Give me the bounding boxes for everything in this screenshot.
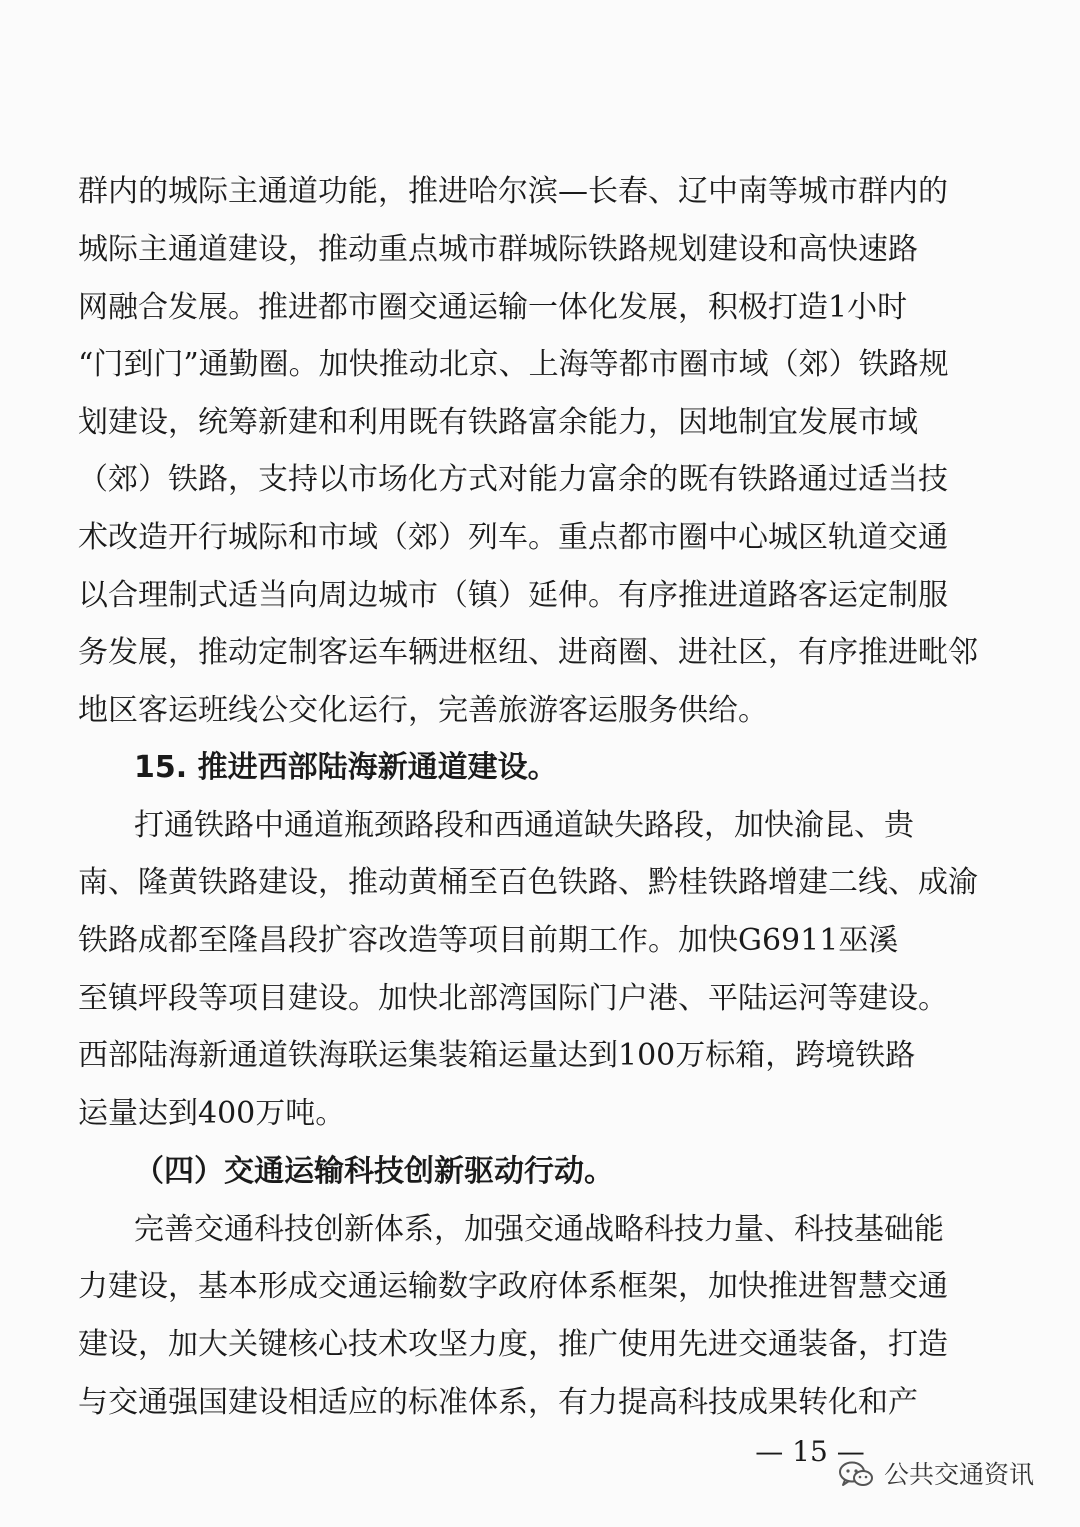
watermark-text: 公共交通资讯 (884, 1460, 1035, 1489)
section-heading-15: 15. 推进西部陆海新通道建设。 (134, 750, 558, 785)
body-line-10: 地区客运班线公交化运行，完善旅游客运服务供给。 (78, 693, 768, 728)
body-line-16: 运量达到400万吨。 (78, 1096, 346, 1131)
section-heading-4: （四）交通运输科技创新驱动行动。 (134, 1154, 614, 1189)
body-line-3: 网融合发展。推进都市圈交通运输一体化发展，积极打造1小时 (78, 290, 908, 325)
body-line-12: 南、隆黄铁路建设，推动黄桶至百色铁路、黔桂铁路增建二线、成渝 (78, 865, 978, 900)
wechat-watermark (838, 1455, 1058, 1495)
wechat-icon (838, 1460, 874, 1490)
body-line-18: 力建设，基本形成交通运输数字政府体系框架，加快推进智慧交通 (78, 1269, 948, 1304)
body-line-11: 打通铁路中通道瓶颈路段和西通道缺失路段，加快渝昆、贵 (134, 808, 914, 843)
body-line-17: 完善交通科技创新体系，加强交通战略科技力量、科技基础能 (134, 1212, 944, 1247)
body-line-19: 建设，加大关键核心技术攻坚力度，推广使用先进交通装备，打造 (78, 1327, 948, 1362)
body-line-2: 城际主通道建设，推动重点城市群城际铁路规划建设和高快速路 (78, 232, 918, 267)
body-line-6: （郊）铁路，支持以市场化方式对能力富余的既有铁路通过适当技 (78, 462, 948, 497)
body-line-20: 与交通强国建设相适应的标准体系，有力提高科技成果转化和产 (78, 1385, 918, 1420)
body-line-14: 至镇坪段等项目建设。加快北部湾国际门户港、平陆运河等建设。 (78, 981, 948, 1016)
body-line-9: 务发展，推动定制客运车辆进枢纽、进商圈、进社区，有序推进毗邻 (78, 635, 978, 670)
body-line-5: 划建设，统筹新建和利用既有铁路富余能力，因地制宜发展市域 (78, 405, 918, 440)
body-line-15: 西部陆海新通道铁海联运集装箱运量达到100万标箱，跨境铁路 (78, 1038, 916, 1073)
body-line-13: 铁路成都至隆昌段扩容改造等项目前期工作。加快G6911巫溪 (78, 923, 899, 958)
body-line-1: 群内的城际主通道功能，推进哈尔滨—长春、辽中南等城市群内的 (78, 174, 948, 209)
body-line-7: 术改造开行城际和市域（郊）列车。重点都市圈中心城区轨道交通 (78, 520, 948, 555)
page-number: — 15 — (755, 1435, 865, 1468)
body-line-4: “门到门”通勤圈。加快推动北京、上海等都市圈市域（郊）铁路规 (78, 347, 949, 382)
body-line-8: 以合理制式适当向周边城市（镇）延伸。有序推进道路客运定制服 (78, 578, 948, 613)
